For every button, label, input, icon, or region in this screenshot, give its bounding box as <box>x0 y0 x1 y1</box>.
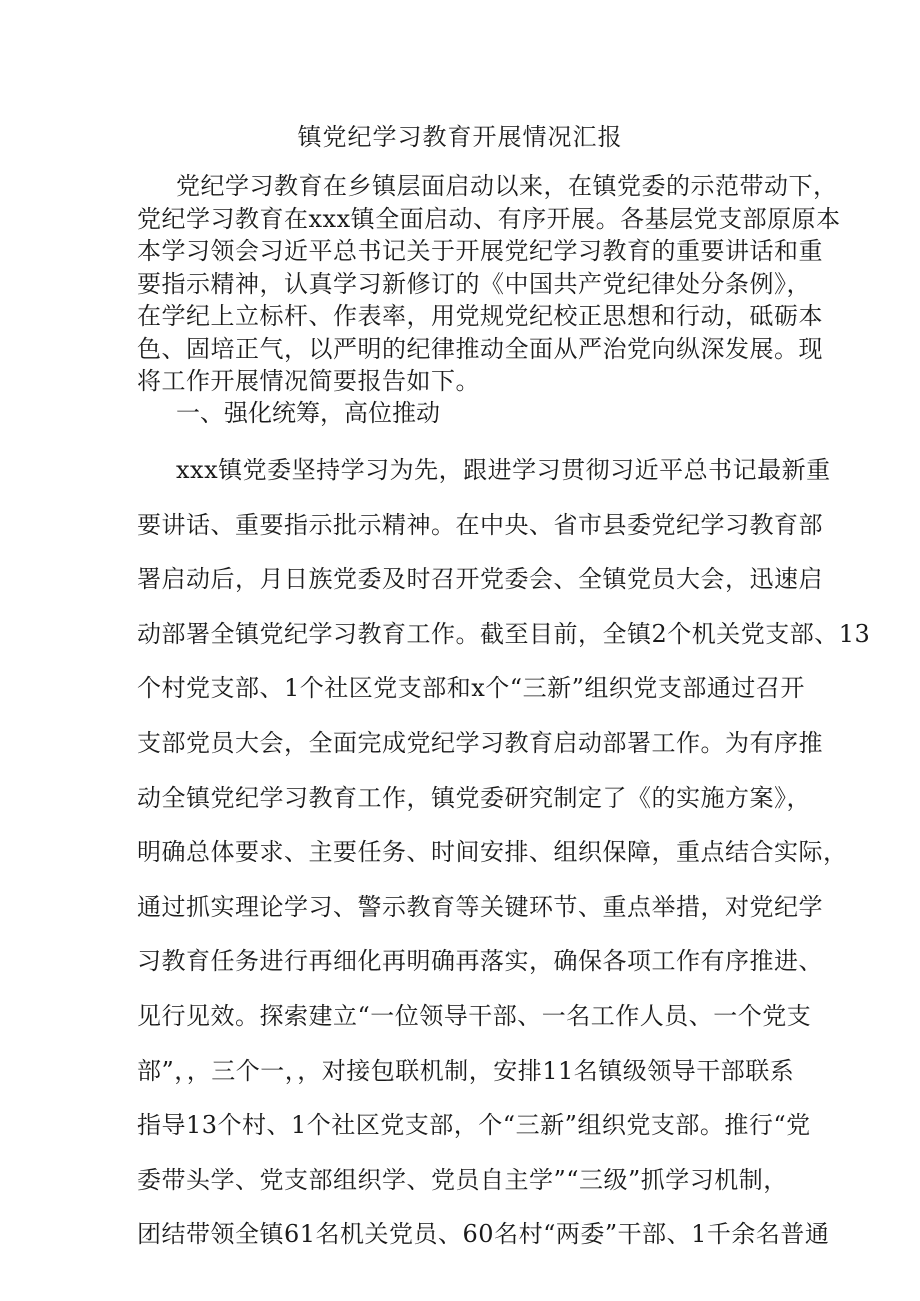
paragraph-line: 支部党员大会，全面完成党纪学习教育启动部署工作。为有序推 <box>137 728 823 757</box>
paragraph-line: 党纪学习教育在乡镇层面启动以来，在镇党委的示范带动下， <box>176 172 838 200</box>
paragraph-line: 动全镇党纪学习教育工作，镇党委研究制定了《的实施方案》， <box>137 783 811 812</box>
document-title: 镇党纪学习教育开展情况汇报 <box>297 123 623 151</box>
paragraph-line: 党纪学习教育在xxx镇全面启动、有序开展。各基层党支部原原本 <box>137 204 841 233</box>
paragraph-line: 色、固培正气，以严明的纪律推动全面从严治党向纵深发展。现 <box>137 334 823 363</box>
paragraph-line: 在学纪上立标杆、作表率，用党规党纪校正思想和行动，砥砺本 <box>137 302 823 330</box>
paragraph-line: 部”，，三个一，，对接包联机制，安排11名镇级领导干部联系 <box>137 1056 795 1085</box>
paragraph-line: 个村党支部、1个社区党支部和x个“三新”组织党支部通过召开 <box>137 674 805 703</box>
intro-paragraph <box>137 170 841 398</box>
paragraph-line: 要讲话、重要指示批示精神。在中央、省市县委党纪学习教育部 <box>137 510 823 539</box>
section-heading: 一、强化统筹，高位推动 <box>176 399 440 427</box>
paragraph-line: 本学习领会习近平总书记关于开展党纪学习教育的重要讲话和重 <box>137 237 823 265</box>
paragraph-line: 习教育任务进行再细化再明确再落实，确保各项工作有序推进、 <box>137 947 823 976</box>
paragraph-line: 委带头学、党支部组织学、党员自主学”“三级”抓学习机制， <box>137 1165 788 1194</box>
paragraph-line: 团结带领全镇61名机关党员、60名村“两委”干部、1千余名普通 <box>137 1220 830 1249</box>
paragraph-line: 明确总体要求、主要任务、时间安排、组织保障，重点结合实际， <box>137 838 848 867</box>
paragraph-line: 将工作开展情况简要报告如下。 <box>137 367 480 395</box>
paragraph-line: xxx镇党委坚持学习为先，跟进学习贯彻习近平总书记最新重 <box>176 456 831 484</box>
body-paragraph <box>137 443 871 1262</box>
paragraph-line: 要指示精神，认真学习新修订的《中国共产党纪律处分条例》， <box>137 269 811 298</box>
paragraph-line: 通过抓实理论学习、警示教育等关键环节、重点举措，对党纪学 <box>137 892 823 921</box>
paragraph-line: 指导13个村、1个社区党支部，个“三新”组织党支部。推行“党 <box>137 1111 811 1140</box>
paragraph-line: 见行见效。探索建立“一位领导干部、一名工作人员、一个党支 <box>137 1001 812 1030</box>
paragraph-line: 动部署全镇党纪学习教育工作。截至目前，全镇2个机关党支部、13 <box>137 619 871 648</box>
paragraph-line: 署启动后，月日族党委及时召开党委会、全镇党员大会，迅速启 <box>137 565 823 594</box>
